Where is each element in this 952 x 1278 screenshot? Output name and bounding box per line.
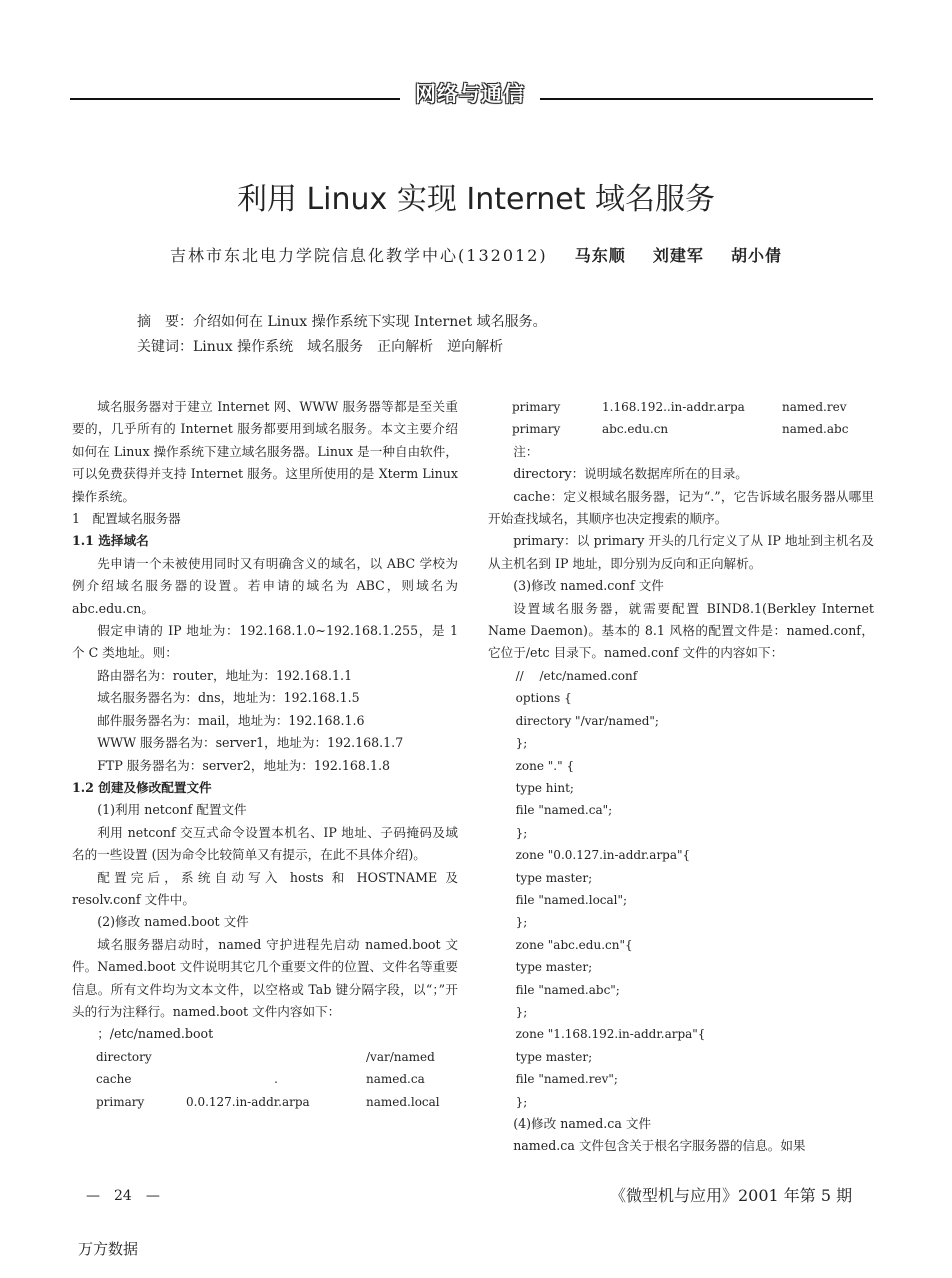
paragraph: 利用 netconf 交互式命令设置本机名、IP 地址、子码掩码及域名的一些设置 (因为命令比较简单又有提示，在此不具体介绍)。: [72, 824, 458, 863]
conf-line: type master;: [515, 960, 593, 975]
conf-line: type hint;: [515, 780, 574, 795]
intro-paragraph: 域名服务器对于建立 Internet 网、WWW 服务器等都是至关重要的，几乎所有的 Internet 服务都要用到域名服务。本文主要介绍如何在 Linux 操作系统下建立域名服务器。Linux 是一种自由软件，可以免费获得并支持 Internet 服务。这里所使用的是 Xterm Linux 操作系统。: [72, 399, 458, 504]
conf-line: file "named.ca";: [515, 803, 613, 818]
author: 胡小倩: [730, 246, 782, 265]
keywords-label: 关键词：: [137, 339, 193, 355]
note-paragraph: cache：定义根域名服务器，记为“.”，它告诉域名服务器从哪里开始查找域名，其顺序也决定搜索的顺序。: [488, 488, 874, 527]
boot-value: abc.edu.cn: [602, 422, 669, 437]
source-watermark: 万方数据: [78, 1240, 139, 1258]
paragraph: named.ca 文件包含关于根名字服务器的信息。如果: [513, 1138, 806, 1154]
conf-line: };: [515, 736, 528, 751]
boot-file: named.ca: [366, 1072, 425, 1087]
keywords: [137, 336, 503, 356]
conf-line: type master;: [515, 1049, 593, 1064]
boot-value: 0.0.127.in-addr.arpa: [186, 1094, 310, 1109]
subsection-heading: 1.1 选择域名: [72, 533, 149, 549]
abstract: [137, 311, 547, 331]
note-label: 注：: [513, 443, 539, 459]
boot-row: [72, 1091, 458, 1113]
step-heading: (2)修改 named.boot 文件: [97, 914, 249, 930]
note-paragraph: directory：说明域名数据库所在的目录。: [513, 466, 748, 482]
boot-row: [72, 1068, 458, 1090]
boot-file: named.local: [366, 1094, 440, 1109]
header-rule-left: [70, 98, 400, 100]
left-column: [72, 396, 458, 1113]
code-comment: ；/etc/named.boot: [97, 1026, 214, 1042]
boot-value: 1.168.192..in-addr.arpa: [602, 400, 745, 414]
boot-key: primary: [512, 400, 561, 414]
host-line: WWW 服务器名为：server1，地址为：192.168.1.7: [97, 735, 404, 751]
conf-line: directory "/var/named";: [515, 713, 659, 728]
step-heading: (4)修改 named.ca 文件: [513, 1116, 652, 1131]
conf-line: file "named.rev";: [515, 1072, 618, 1087]
boot-file: /var/named: [366, 1049, 435, 1064]
section-tag: [400, 80, 540, 110]
paragraph: 先申请一个未被使用同时又有明确含义的域名，以 ABC 学校为例介绍域名服务器的设置。若申请的域名为 ABC，则域名为 abc.edu.cn。: [72, 555, 458, 616]
abstract-text: 介绍如何在 Linux 操作系统下实现 Internet 域名服务。: [193, 314, 547, 330]
header-rule-right: [540, 98, 873, 100]
paragraph: 设置域名服务器，就需要配置 BIND8.1(Berkley Internet Name Daemon)。基本的 8.1 风格的配置文件是：named.conf，它位于/etc 目录下。named.conf 文件的内容如下：: [488, 600, 874, 661]
conf-line: };: [515, 825, 528, 840]
host-line: FTP 服务器名为：server2，地址为：192.168.1.8: [97, 757, 390, 773]
keywords-text: Linux 操作系统 域名服务 正向解析 逆向解析: [193, 339, 504, 355]
paragraph: 假定申请的 IP 地址为：192.168.1.0~192.168.1.255，是 1 个 C 类地址。则：: [72, 623, 458, 661]
affiliation: 吉林市东北电力学院信息化教学中心(132012): [170, 246, 548, 265]
host-line: 路由器名为：router，地址为：192.168.1.1: [97, 667, 353, 683]
boot-row: [488, 396, 874, 418]
conf-line: zone "0.0.127.in-addr.arpa"{: [515, 848, 691, 863]
paragraph: 域名服务器启动时，named 守护进程先启动 named.boot 文件。Named.boot 文件说明其它几个重要文件的位置、文件名等重要信息。所有文件均为文本文件，以空格或 Tab 键分隔字段，以“；”开头的行为注释行。named.boot 文件内容如下：: [72, 936, 458, 1019]
conf-line: type master;: [515, 870, 593, 885]
paragraph: 配置完后，系统自动写入 hosts 和 HOSTNAME 及 resolv.conf 文件中。: [72, 869, 458, 907]
boot-file: named.abc: [782, 422, 849, 437]
conf-line: };: [515, 1094, 528, 1109]
conf-line: file "named.abc";: [515, 982, 620, 997]
section-heading: 1 配置域名服务器: [72, 511, 181, 527]
conf-line: file "named.local";: [515, 892, 628, 907]
note-paragraph: primary：以 primary 开头的几行定义了从 IP 地址到主机名及从主机名到 IP 地址，即分别为反向和正向解析。: [488, 533, 874, 571]
boot-value: .: [274, 1072, 278, 1087]
byline: [0, 243, 952, 266]
boot-row: [488, 418, 874, 440]
step-heading: (1)利用 netconf 配置文件: [97, 802, 247, 818]
conf-line: };: [515, 915, 528, 930]
author: 刘建军: [652, 246, 704, 265]
subsection-heading: 1.2 创建及修改配置文件: [72, 779, 212, 795]
boot-row: [72, 1046, 458, 1068]
abstract-label: 摘 要：: [137, 314, 193, 330]
conf-line: options {: [515, 691, 572, 706]
conf-line: // /etc/named.conf: [515, 668, 638, 683]
boot-key: primary: [512, 422, 561, 437]
conf-line: zone "1.168.192.in-addr.arpa"{: [515, 1027, 706, 1042]
article-title: 利用 Linux 实现 Internet 域名服务: [236, 182, 716, 217]
boot-value: [186, 1046, 366, 1068]
author: 马东顺: [574, 246, 626, 265]
boot-key: cache: [96, 1072, 132, 1087]
conf-line: zone "abc.edu.cn"{: [515, 937, 633, 952]
host-line: 域名服务器名为：dns，地址为：192.168.1.5: [97, 690, 360, 706]
host-line: 邮件服务器名为：mail，地址为：192.168.1.6: [97, 712, 365, 728]
boot-key: directory: [96, 1049, 152, 1064]
section-tag-text: 网络与通信: [415, 82, 525, 106]
page-number: — 24 —: [86, 1188, 160, 1204]
conf-line: };: [515, 1004, 528, 1019]
conf-line: zone "." {: [515, 758, 575, 773]
step-heading: (3)修改 named.conf 文件: [513, 578, 664, 594]
boot-file: named.rev: [782, 400, 847, 414]
right-column: [488, 396, 874, 1158]
boot-key: primary: [96, 1094, 145, 1109]
journal-info: 《微型机与应用》2001 年第 5 期: [610, 1186, 853, 1205]
